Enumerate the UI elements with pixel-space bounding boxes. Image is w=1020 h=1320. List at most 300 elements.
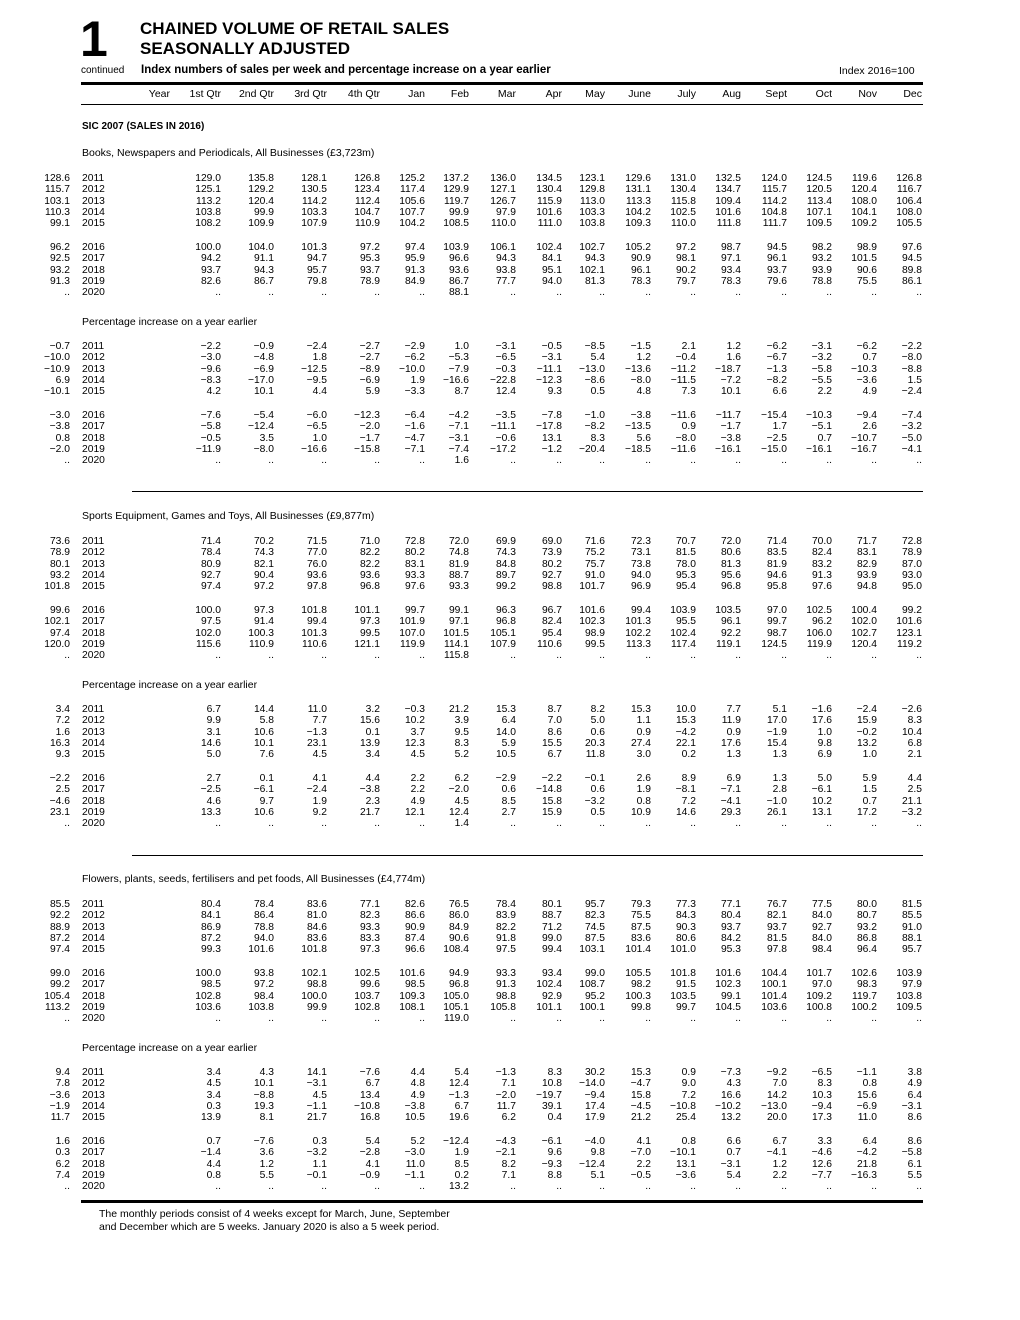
table-cell: .. (916, 455, 922, 467)
table-cell: 87.4 (404, 932, 425, 944)
table-cell: 9.2 (312, 806, 327, 818)
table-cell: −5.1 (811, 421, 832, 433)
table-cell: 74.3 (495, 547, 516, 559)
table-cell: 12.3 (404, 737, 425, 749)
table-cell: 0.9 (726, 726, 741, 738)
table-cell: 103.3 (579, 206, 605, 218)
table-row (0, 364, 1020, 375)
table-cell: −6.0 (306, 410, 327, 421)
table-row (0, 444, 1020, 455)
table-cell: .. (419, 455, 425, 467)
table-cell: 128.1 (301, 173, 327, 184)
table-cell: 4.9 (862, 386, 877, 398)
table-cell: −1.3 (766, 363, 787, 375)
table-cell: 96.6 (448, 253, 469, 265)
table-cell: 1.1 (636, 715, 651, 727)
table-cell: 20.0 (766, 1112, 787, 1124)
table-cell: 9.5 (454, 726, 469, 738)
table-cell: 8.6 (907, 1136, 922, 1147)
table-cell: 71.4 (766, 536, 787, 547)
table-row (0, 605, 1020, 616)
table-cell: 109.3 (399, 990, 425, 1002)
table-cell: 108.0 (896, 206, 922, 218)
table-cell: −17.2 (489, 443, 516, 455)
table-cell: 4.1 (636, 1136, 651, 1147)
table-cell: .. (215, 1181, 221, 1193)
column-header: Year (148, 88, 170, 100)
row-year: 2016 (82, 410, 105, 421)
table-cell: 104.8 (761, 206, 787, 218)
table-cell: 96.8 (359, 581, 380, 593)
table-cell: .. (419, 1181, 425, 1193)
table-cell: 3.7 (410, 726, 425, 738)
table-cell: 102.2 (625, 627, 651, 639)
percentage-label: Percentage increase on a year earlier (82, 679, 258, 691)
table-cell: 90.3 (675, 921, 696, 933)
table-cell: 12.4 (495, 386, 516, 398)
table-cell: 81.0 (306, 910, 327, 922)
table-cell: 2.5 (907, 784, 922, 796)
table-cell: −3.6 (856, 374, 877, 386)
table-cell: −17.8 (535, 421, 562, 433)
table-cell: 97.4 (49, 944, 70, 956)
table-cell: 103.8 (248, 1001, 274, 1013)
table-cell: 101.8 (44, 581, 70, 593)
table-row (0, 922, 1020, 933)
table-cell: 107.0 (399, 627, 425, 639)
table-cell: −10.8 (669, 1100, 696, 1112)
table-cell: −2.2 (200, 341, 221, 352)
table-cell: −1.7 (720, 421, 741, 433)
table-cell: .. (321, 455, 327, 467)
table-cell: 1.9 (312, 795, 327, 807)
table-cell: −14.0 (578, 1078, 605, 1090)
row-year: 2011 (82, 899, 105, 910)
table-cell: 98.2 (630, 979, 651, 991)
table-cell: −7.1 (448, 421, 469, 433)
table-cell: −2.0 (495, 1089, 516, 1101)
table-cell: 99.4 (541, 944, 562, 956)
table-cell: 91.8 (495, 932, 516, 944)
table-cell: 107.9 (490, 638, 516, 650)
table-cell: 81.5 (766, 932, 787, 944)
table-cell: 78.4 (200, 547, 221, 559)
table-cell: 99.1 (448, 605, 469, 616)
table-cell: .. (510, 1013, 516, 1025)
table-cell: −3.6 (49, 1089, 70, 1101)
table-cell: .. (64, 455, 70, 467)
table-cell: 103.6 (195, 1001, 221, 1013)
column-header: July (677, 88, 696, 100)
table-row (0, 1136, 1020, 1147)
table-cell: −11.6 (670, 443, 696, 455)
table-cell: 6.6 (772, 386, 787, 398)
table-cell: −15.4 (760, 410, 787, 421)
table-cell: −8.2 (766, 374, 787, 386)
table-cell: 4.8 (636, 386, 651, 398)
table-cell: 87.5 (584, 932, 605, 944)
table-cell: 15.3 (630, 1067, 651, 1078)
table-cell: −6.9 (359, 374, 380, 386)
table-cell: 81.9 (766, 558, 787, 570)
table-cell: 105.1 (443, 1001, 469, 1013)
table-cell: 103.8 (896, 990, 922, 1002)
table-cell: 95.5 (675, 616, 696, 628)
row-year: 2012 (82, 547, 105, 559)
table-cell: 6.4 (501, 715, 516, 727)
table-cell: −11.5 (670, 374, 696, 386)
table-cell: 99.6 (359, 979, 380, 991)
table-cell: 81.3 (720, 558, 741, 570)
table-cell: −1.1 (404, 1169, 425, 1181)
table-cell: 102.8 (195, 990, 221, 1002)
table-cell: −4.2 (675, 726, 696, 738)
table-cell: −6.2 (766, 341, 787, 352)
table-cell: .. (781, 287, 787, 299)
table-cell: 97.6 (811, 581, 832, 593)
table-cell: 101.8 (301, 605, 327, 616)
table-row (0, 715, 1020, 726)
table-cell: 8.3 (454, 737, 469, 749)
table-cell: 96.1 (720, 616, 741, 628)
table-cell: −3.2 (811, 352, 832, 364)
table-cell: 103.9 (670, 605, 696, 616)
table-cell: 8.9 (681, 773, 696, 784)
table-cell: 113.3 (625, 638, 651, 650)
table-cell: 87.0 (901, 558, 922, 570)
table-cell: 81.5 (901, 899, 922, 910)
column-header: 1st Qtr (189, 88, 221, 100)
table-cell: 0.7 (817, 432, 832, 444)
table-cell: 97.3 (359, 944, 380, 956)
table-cell: 129.8 (579, 184, 605, 196)
table-cell: −16.1 (714, 443, 741, 455)
table-cell: 77.3 (675, 899, 696, 910)
table-cell: 97.5 (495, 944, 516, 956)
table-cell: .. (781, 1013, 787, 1025)
table-cell: −6.1 (811, 784, 832, 796)
table-cell: 86.4 (253, 910, 274, 922)
table-cell: 101.3 (301, 627, 327, 639)
table-cell: 86.8 (856, 932, 877, 944)
table-cell: −1.1 (856, 1067, 877, 1078)
table-cell: .. (871, 455, 877, 467)
table-cell: 0.3 (55, 1147, 70, 1159)
table-cell: −7.6 (200, 410, 221, 421)
table-cell: −13.0 (578, 363, 605, 375)
table-cell: 74.8 (448, 547, 469, 559)
table-cell: .. (871, 287, 877, 299)
table-cell: 114.1 (443, 638, 469, 650)
table-cell: 8.3 (817, 1078, 832, 1090)
page-number: 1 (80, 11, 108, 67)
table-cell: 5.4 (590, 352, 605, 364)
table-cell: 14.6 (200, 737, 221, 749)
table-cell: 98.8 (306, 979, 327, 991)
table-cell: 78.8 (811, 275, 832, 287)
table-cell: 129.6 (625, 173, 651, 184)
table-cell: .. (510, 818, 516, 830)
table-cell: 13.2 (448, 1181, 469, 1193)
table-cell: −17.0 (247, 374, 274, 386)
table-cell: 11.0 (405, 1158, 425, 1170)
table-cell: 2.2 (817, 386, 832, 398)
table-cell: 1.2 (636, 352, 651, 364)
table-cell: 110.3 (44, 206, 70, 218)
table-cell: 4.8 (410, 1078, 425, 1090)
table-cell: .. (215, 455, 221, 467)
table-cell: 107.1 (806, 206, 832, 218)
table-cell: 97.8 (306, 581, 327, 593)
table-cell: −0.4 (675, 352, 696, 364)
table-cell: 123.1 (579, 173, 605, 184)
table-cell: 80.2 (541, 558, 562, 570)
row-year: 2016 (82, 242, 105, 253)
table-cell: 103.1 (579, 944, 605, 956)
table-cell: 82.1 (766, 910, 787, 922)
table-cell: −1.3 (448, 1089, 469, 1101)
table-cell: −3.1 (901, 1100, 922, 1112)
table-cell: .. (215, 650, 221, 662)
table-cell: .. (556, 1181, 562, 1193)
table-cell: 105.2 (625, 242, 651, 253)
page-title (140, 19, 449, 59)
table-cell: 17.4 (584, 1100, 605, 1112)
table-cell: 127.1 (490, 184, 516, 196)
table-cell: 98.9 (584, 627, 605, 639)
table-cell: 129.2 (248, 184, 274, 196)
table-cell: 71.6 (584, 536, 605, 547)
table-cell: 93.8 (253, 968, 274, 979)
table-cell: .. (781, 1181, 787, 1193)
table-cell: 93.0 (901, 569, 922, 581)
row-year: 2019 (82, 1169, 105, 1181)
table-cell: 10.1 (253, 386, 274, 398)
table-cell: 1.6 (55, 726, 70, 738)
section-divider (132, 855, 923, 856)
table-cell: 93.7 (200, 264, 221, 276)
table-cell: 0.1 (365, 726, 380, 738)
table-cell: 108.1 (399, 1001, 425, 1013)
table-cell: 90.4 (253, 569, 274, 581)
table-cell: 15.9 (541, 806, 562, 818)
table-cell: 102.7 (851, 627, 877, 639)
row-year: 2017 (82, 979, 105, 991)
table-cell: 100.2 (851, 1001, 877, 1013)
table-row (0, 1181, 1020, 1192)
table-cell: 4.3 (259, 1067, 274, 1078)
table-cell: 4.2 (206, 386, 221, 398)
table-cell: 102.0 (195, 627, 221, 639)
table-row (0, 818, 1020, 829)
table-cell: −7.3 (720, 1067, 741, 1078)
table-cell: −0.5 (200, 432, 221, 444)
table-cell: 110.0 (490, 218, 516, 230)
table-cell: 93.6 (359, 569, 380, 581)
table-row (0, 968, 1020, 979)
table-cell: 94.6 (766, 569, 787, 581)
table-cell: 79.3 (630, 899, 651, 910)
row-year: 2015 (82, 581, 105, 593)
table-cell: 102.5 (670, 206, 696, 218)
table-cell: 5.2 (454, 749, 469, 761)
table-cell: 87.2 (200, 932, 221, 944)
table-cell: 1.3 (772, 749, 787, 761)
table-cell: 100.1 (579, 1001, 605, 1013)
table-cell: 93.6 (448, 264, 469, 276)
table-cell: 8.3 (590, 432, 605, 444)
header-rule (81, 104, 923, 105)
table-cell: .. (916, 287, 922, 299)
table-cell: −8.8 (253, 1089, 274, 1101)
table-cell: 98.7 (720, 242, 741, 253)
table-cell: 124.0 (761, 173, 787, 184)
table-cell: 9.3 (547, 386, 562, 398)
table-cell: 124.5 (761, 638, 787, 650)
table-cell: 20.3 (584, 737, 605, 749)
table-cell: 83.5 (766, 547, 787, 559)
table-cell: .. (599, 287, 605, 299)
table-cell: −9.4 (584, 1089, 605, 1101)
table-cell: 9.6 (547, 1147, 562, 1159)
row-year: 2016 (82, 1136, 105, 1147)
table-cell: .. (64, 1181, 70, 1193)
table-cell: 106.0 (806, 627, 832, 639)
table-cell: 88.1 (448, 287, 469, 299)
table-cell: −16.7 (850, 443, 877, 455)
table-cell: 76.0 (306, 558, 327, 570)
table-cell: 0.8 (55, 432, 70, 444)
table-cell: 6.8 (907, 737, 922, 749)
table-cell: −10.8 (353, 1100, 380, 1112)
table-cell: 10.2 (811, 795, 832, 807)
table-cell: 72.8 (901, 536, 922, 547)
table-cell: 103.7 (354, 990, 380, 1002)
table-cell: .. (690, 455, 696, 467)
table-cell: 109.5 (806, 218, 832, 230)
table-cell: 130.5 (301, 184, 327, 196)
table-cell: 96.6 (404, 944, 425, 956)
table-cell: −3.8 (359, 784, 380, 796)
table-cell: −11.7 (715, 410, 741, 421)
table-cell: 102.1 (44, 616, 70, 628)
row-year: 2018 (82, 264, 105, 276)
table-cell: 93.7 (720, 921, 741, 933)
table-cell: 10.1 (720, 386, 741, 398)
table-cell: 74.5 (584, 921, 605, 933)
table-cell: 78.4 (495, 899, 516, 910)
table-cell: −10.2 (714, 1100, 741, 1112)
table-cell: 94.8 (856, 581, 877, 593)
table-cell: 99.3 (200, 944, 221, 956)
table-cell: 14.2 (766, 1089, 787, 1101)
table-cell: 1.2 (726, 341, 741, 352)
table-cell: 83.3 (359, 932, 380, 944)
table-cell: 75.2 (584, 547, 605, 559)
table-cell: 84.6 (306, 921, 327, 933)
table-cell: 72.0 (448, 536, 469, 547)
table-cell: 87.5 (630, 921, 651, 933)
table-row (0, 433, 1020, 444)
table-cell: 1.4 (454, 818, 469, 830)
table-cell: 1.3 (772, 773, 787, 784)
table-cell: 88.7 (448, 569, 469, 581)
table-row (0, 1147, 1020, 1158)
table-cell: 135.8 (248, 173, 274, 184)
table-cell: 77.1 (720, 899, 741, 910)
table-row (0, 536, 1020, 547)
table-cell: 90.2 (675, 264, 696, 276)
table-cell: −16.3 (850, 1169, 877, 1181)
row-year: 2011 (82, 704, 105, 715)
table-cell: .. (645, 1181, 651, 1193)
table-cell: 86.6 (404, 910, 425, 922)
table-cell: 1.0 (312, 432, 327, 444)
table-cell: 10.1 (253, 1078, 274, 1090)
table-cell: −6.2 (404, 352, 425, 364)
table-cell: 110.6 (536, 638, 562, 650)
table-cell: −4.1 (720, 795, 741, 807)
table-cell: 104.2 (399, 218, 425, 230)
table-cell: 17.9 (584, 1112, 605, 1124)
table-cell: 12.4 (448, 806, 469, 818)
table-cell: −2.8 (359, 1147, 380, 1159)
table-cell: 110.9 (354, 218, 380, 230)
table-cell: 103.8 (195, 206, 221, 218)
table-cell: 84.3 (675, 910, 696, 922)
table-cell: 19.6 (448, 1112, 469, 1124)
table-cell: 3.4 (206, 1089, 221, 1101)
table-cell: 80.1 (49, 558, 70, 570)
table-cell: 109.3 (625, 218, 651, 230)
table-cell: 104.2 (625, 206, 651, 218)
table-cell: 115.6 (195, 638, 221, 650)
table-row (0, 207, 1020, 218)
table-cell: 81.3 (584, 275, 605, 287)
table-cell: −22.8 (489, 374, 516, 386)
table-cell: −2.2 (901, 341, 922, 352)
table-cell: 82.4 (811, 547, 832, 559)
table-cell: 4.4 (410, 1067, 425, 1078)
table-cell: 3.1 (206, 726, 221, 738)
section-title: Flowers, plants, seeds, fertilisers and pet foods, All Businesses (£4,774m) (82, 873, 426, 885)
table-cell: .. (871, 818, 877, 830)
table-cell: 23.1 (306, 737, 327, 749)
row-year: 2019 (82, 806, 105, 818)
table-cell: .. (599, 650, 605, 662)
table-cell: 95.9 (404, 253, 425, 265)
table-cell: 120.0 (44, 638, 70, 650)
table-cell: 95.6 (720, 569, 741, 581)
table-cell: 0.8 (636, 795, 651, 807)
table-row (0, 749, 1020, 760)
table-cell: 97.2 (253, 979, 274, 991)
table-cell: 90.6 (448, 932, 469, 944)
table-cell: 80.9 (200, 558, 221, 570)
table-row (0, 738, 1020, 749)
table-cell: 83.9 (495, 910, 516, 922)
table-cell: −7.0 (630, 1147, 651, 1159)
table-cell: 109.2 (851, 218, 877, 230)
table-cell: 97.9 (901, 979, 922, 991)
table-cell: 134.7 (715, 184, 741, 196)
table-cell: .. (826, 1013, 832, 1025)
table-cell: 1.6 (55, 1136, 70, 1147)
table-cell: 102.8 (354, 1001, 380, 1013)
table-cell: −1.0 (766, 795, 787, 807)
footnote-line-1: The monthly periods consist of 4 weeks except for March, June, September (99, 1208, 450, 1220)
table-cell: .. (419, 650, 425, 662)
